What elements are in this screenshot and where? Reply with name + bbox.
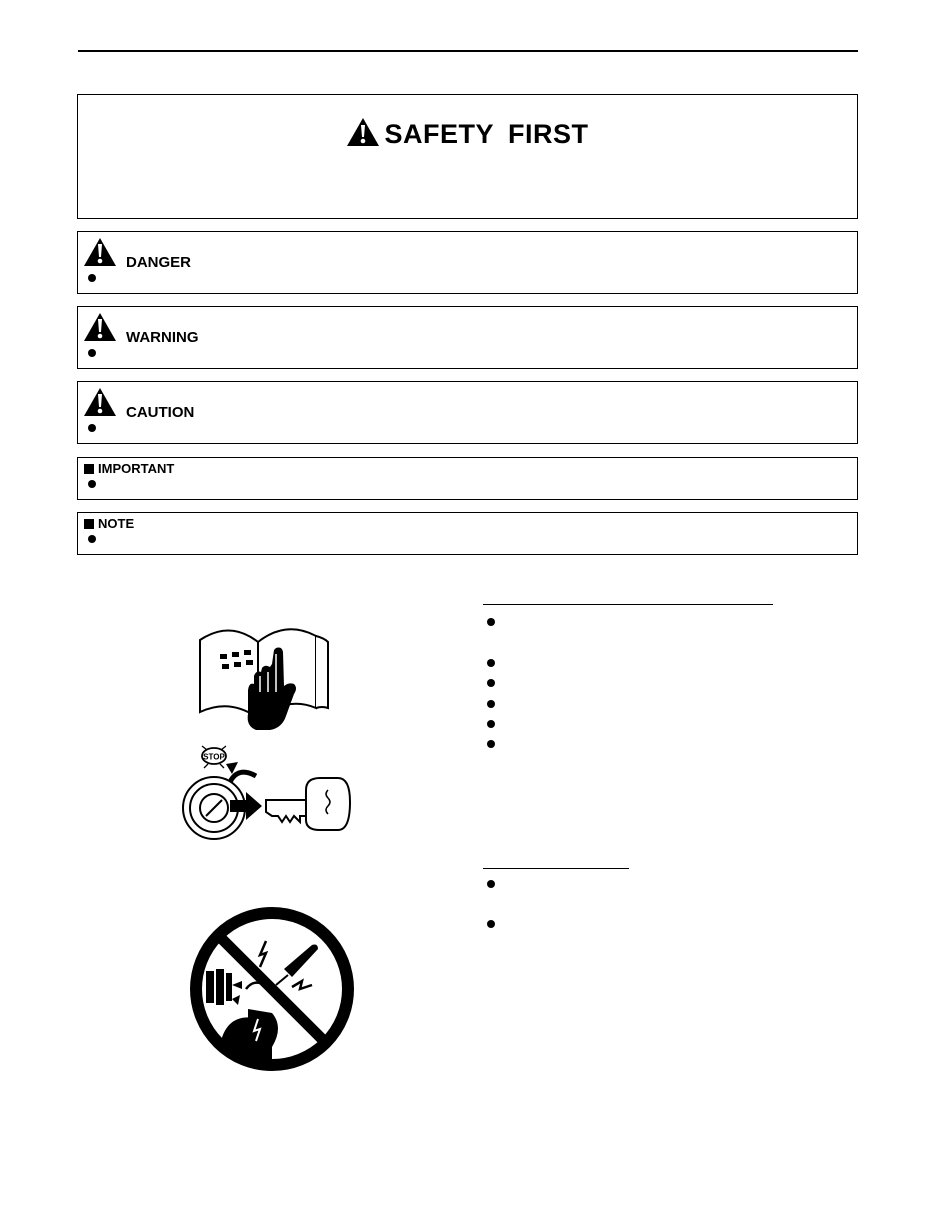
bullet-dot	[487, 659, 495, 667]
safety-first-title	[78, 117, 857, 150]
bullet-dot	[487, 920, 495, 928]
bullet-dot	[88, 424, 96, 432]
top-rule	[78, 50, 858, 52]
note-box	[77, 512, 858, 555]
warning-triangle-icon	[83, 237, 117, 267]
bullet-dot	[487, 679, 495, 687]
bullet-dot	[487, 880, 495, 888]
warning-triangle-icon	[346, 117, 380, 147]
section-rule	[483, 604, 773, 605]
warning-label: WARNING	[126, 329, 199, 346]
no-spark-prohibition-icon	[188, 905, 356, 1073]
bullet-dot	[487, 740, 495, 748]
warning-box	[77, 306, 858, 369]
section-rule	[483, 868, 629, 869]
warning-triangle-icon	[83, 387, 117, 417]
manual-reading-hand-icon	[190, 612, 335, 734]
bullet-dot	[88, 274, 96, 282]
important-label: IMPORTANT	[98, 461, 175, 476]
stop-label: STOP	[203, 752, 225, 762]
black-square-icon	[84, 519, 94, 529]
bullet-dot	[88, 349, 96, 357]
bullet-dot	[88, 480, 96, 488]
ignition-key-icon	[180, 742, 355, 842]
note-label: NOTE	[98, 516, 135, 531]
bullet-dot	[487, 700, 495, 708]
caution-label: CAUTION	[126, 404, 195, 421]
bullet-dot	[487, 720, 495, 728]
bullet-dot	[487, 618, 495, 626]
danger-label: DANGER	[126, 254, 192, 271]
caution-box	[77, 381, 858, 444]
black-square-icon	[84, 464, 94, 474]
first-word: FIRST	[508, 119, 589, 149]
danger-box	[77, 231, 858, 294]
important-box	[77, 457, 858, 500]
warning-triangle-icon	[83, 312, 117, 342]
safety-word: SAFETY	[384, 119, 494, 149]
safety-first-box	[77, 94, 858, 219]
bullet-dot	[88, 535, 96, 543]
